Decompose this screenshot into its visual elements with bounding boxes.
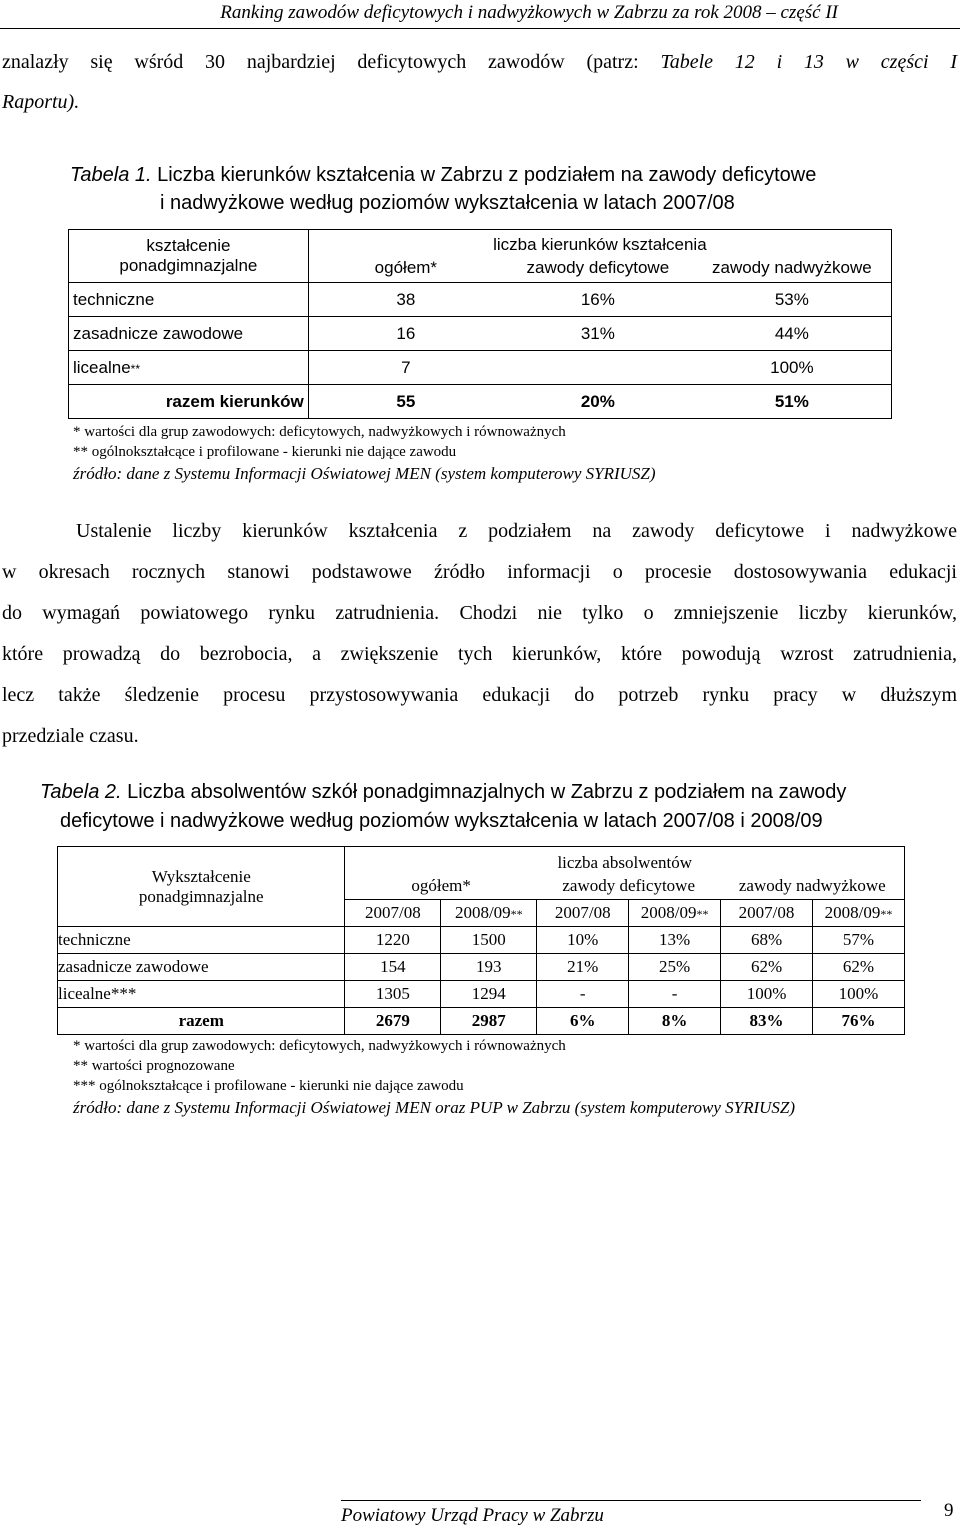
table-row: licealne*** 1305 1294 - - 100% 100%	[58, 981, 905, 1008]
table1-head-def: zawody deficytowe	[503, 255, 693, 283]
table2-note-2: ** wartości prognozowane	[73, 1058, 235, 1074]
table-row: zasadnicze zawodowe 154 193 21% 25% 62% 62%	[58, 954, 905, 981]
intro-text-b: Tabele 12 i 13 w części I	[660, 51, 957, 73]
body-line: przedziale czasu.	[2, 725, 139, 747]
intro-text-a: znalazły się wśród 30 najbardziej deficytowych zawodów (patrz:	[2, 51, 639, 73]
table2: Wykształcenie ponadgimnazjalne liczba absolwentów ogółem* zawody deficytowe zawody nadwyżkowe 2007/08 2008/09** 2007/08 2008/09** 2007/08 2008/09** techniczne 1220 1500 10% 13% 68% 57% zasadnicze zawodowe 154 193 21% 25% 62% 62% licealne*** 1305 1294 - - 100% 100% razem 2679 2987 6% 8% 83% 76%	[57, 846, 905, 1035]
table2-head-def: zawody deficytowe	[537, 873, 721, 900]
table2-head-group: liczba absolwentów	[345, 847, 905, 874]
table1-caption-line2: i nadwyżkowe według poziomów wykształcenia w latach 2007/08	[160, 192, 735, 214]
table2-caption-line1: Liczba absolwentów szkół ponadgimnazjalnych w Zabrzu z podziałem na zawody	[121, 781, 847, 803]
table2-caption-label: Tabela 2.	[40, 781, 122, 803]
table-row: techniczne 38 16% 53%	[69, 283, 892, 317]
table1-caption	[70, 164, 816, 187]
body-line: które prowadzą do bezrobocia, a zwiększenie tych kierunków, które powodują wzrost zatrudnienia,	[2, 643, 957, 665]
table1-caption-label: Tabela 1.	[70, 164, 152, 186]
intro-line-2: Raportu).	[2, 91, 80, 113]
table-sum-row: razem kierunków 55 20% 51%	[69, 385, 892, 419]
table2-head-nad: zawody nadwyżkowe	[721, 873, 905, 900]
table-row: techniczne 1220 1500 10% 13% 68% 57%	[58, 927, 905, 954]
footer-rule	[341, 1500, 921, 1501]
table1	[68, 229, 892, 419]
table1-head-total: ogółem*	[308, 255, 503, 283]
table2-note-1: * wartości dla grup zawodowych: deficytowych, nadwyżkowych i równoważnych	[73, 1038, 566, 1054]
intro-line-1	[2, 42, 957, 82]
body-line: Ustalenie liczby kierunków kształcenia z podziałem na zawody deficytowe i nadwyżkowe	[76, 520, 957, 542]
body-line: lecz także śledzenie procesu przystosowywania edukacji do potrzeb rynku pracy w dłuższym	[2, 684, 957, 706]
table2-head-col1: Wykształcenie ponadgimnazjalne	[58, 847, 345, 927]
table-sum-row: razem 2679 2987 6% 8% 83% 76%	[58, 1008, 905, 1035]
table1-head-col1: kształcenie ponadgimnazjalne	[69, 230, 309, 283]
table-row: licealne** 7 100%	[69, 351, 892, 385]
table1-note-2: ** ogólnokształcące i profilowane - kierunki nie dające zawodu	[73, 444, 457, 460]
footer-text: Powiatowy Urząd Pracy w Zabrzu	[341, 1505, 604, 1526]
table2-caption-line2: deficytowe i nadwyżkowe według poziomów wykształcenia w latach 2007/08 i 2008/09	[60, 810, 823, 832]
table-row: zasadnicze zawodowe 16 31% 44%	[69, 317, 892, 351]
table2-caption	[40, 781, 846, 804]
table1-head-group: liczba kierunków kształcenia	[308, 230, 891, 255]
body-line: w okresach rocznych stanowi podstawowe źródło informacji o procesie dostosowywania edukacji	[2, 561, 957, 583]
body-paragraph	[2, 511, 957, 757]
table1-head-nad: zawody nadwyżkowe	[693, 255, 892, 283]
table1-note-1: * wartości dla grup zawodowych: deficytowych, nadwyżkowych i równoważnych	[73, 424, 566, 440]
running-header: Ranking zawodów deficytowych i nadwyżkowych w Zabrzu za rok 2008 – część II	[220, 2, 838, 23]
table2-source: źródło: dane z Systemu Informacji Oświatowej MEN oraz PUP w Zabrzu (system komputerowy SYRIUSZ)	[73, 1098, 796, 1117]
table1-source: źródło: dane z Systemu Informacji Oświatowej MEN (system komputerowy SYRIUSZ)	[73, 464, 656, 483]
page-number: 9	[944, 1500, 954, 1521]
table2-head-total: ogółem*	[345, 873, 537, 900]
table2-note-3: *** ogólnokształcące i profilowane - kierunki nie dające zawodu	[73, 1078, 464, 1094]
header-rule	[0, 28, 960, 29]
body-line: do wymagań powiatowego rynku zatrudnienia. Chodzi nie tylko o zmniejszenie liczby kierunków,	[2, 602, 957, 624]
table1-caption-line1: Liczba kierunków kształcenia w Zabrzu z podziałem na zawody deficytowe	[151, 164, 817, 186]
